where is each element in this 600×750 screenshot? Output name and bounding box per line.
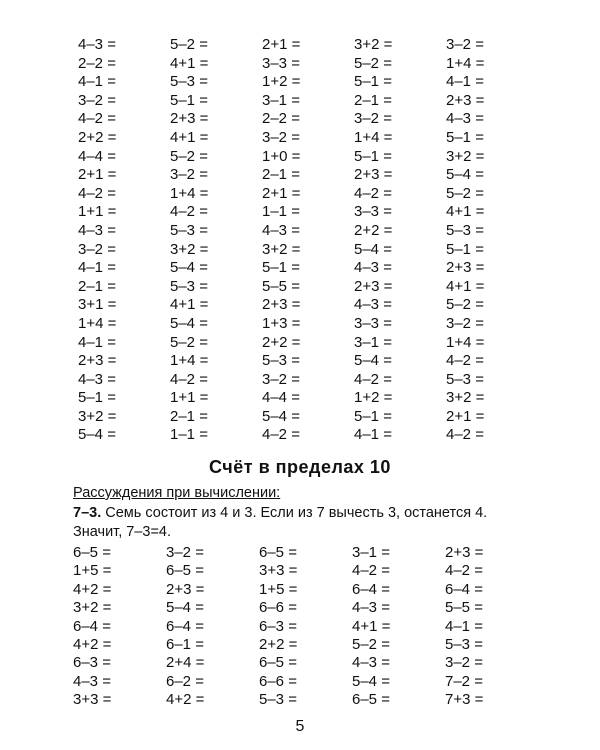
exercise-item: 3–2 = (446, 36, 484, 53)
exercise-item: 5–1 = (446, 240, 484, 258)
exercise-item: 4–1 = (78, 73, 116, 91)
exercise-item: 6–4 = (73, 617, 111, 635)
exercise-item: 4–2 = (170, 370, 208, 388)
exercise-item: 5–4 = (170, 314, 208, 332)
exercise-item: 3–2 = (166, 544, 204, 561)
exercise-item: 4+1 = (352, 617, 391, 635)
exercise-item: 2–2 = (78, 54, 116, 72)
exercise-item: 6–5 = (259, 544, 297, 561)
exercise-item: 4+1 = (446, 277, 485, 295)
exercise-item: 5–4 = (446, 166, 484, 184)
exercise-item: 1+2 = (354, 389, 393, 407)
exercise-item: 5–4 = (166, 599, 204, 617)
exercise-item: 2+1 = (262, 184, 301, 202)
exercise-item: 5–2 = (170, 333, 208, 351)
exercise-item: 7+3 = (445, 691, 484, 709)
exercise-item: 3–2 = (446, 314, 484, 332)
exercise-item: 5–2 = (352, 635, 390, 653)
exercise-item: 2+4 = (166, 654, 205, 672)
exercise-item: 6–6 = (259, 672, 297, 690)
exercise-item: 5–3 = (262, 352, 300, 370)
exercise-item: 4–3 = (262, 221, 300, 239)
exercise-item: 3+2 = (446, 147, 485, 165)
exercise-item: 1+4 = (170, 184, 209, 202)
exercise-item: 6–4 = (352, 580, 390, 598)
exercise-item: 6–5 = (352, 691, 390, 709)
subtitle: Рассуждения при вычислении: (73, 485, 281, 501)
exercise-item: 4–2 = (170, 203, 208, 221)
exercise-item: 2+3 = (166, 580, 205, 598)
exercise-item: 2+1 = (446, 407, 485, 425)
exercise-item: 2+2 = (354, 221, 393, 239)
exercise-item: 1+0 = (262, 147, 301, 165)
exercise-item: 3+2 = (446, 389, 485, 407)
section-title: Счёт в пределах 10 (209, 457, 391, 477)
exercise-item: 7–2 = (445, 672, 483, 690)
exercise-item: 5–2 = (170, 36, 208, 53)
exercise-item: 5–1 = (170, 91, 208, 109)
exercise-item: 3–2 = (78, 240, 116, 258)
exercise-item: 4–1 = (446, 73, 484, 91)
exercise-item: 1–1 = (262, 203, 300, 221)
exercise-item: 6–1 = (166, 635, 204, 653)
exercise-item: 2+3 = (354, 166, 393, 184)
exercise-item: 6–5 = (259, 654, 297, 672)
exercise-item: 1–1 = (170, 426, 208, 444)
top-exercise-grid (78, 36, 548, 445)
exercise-item: 4+2 = (73, 580, 112, 598)
exercise-item: 5–3 = (259, 691, 297, 709)
exercise-item: 3+2 = (354, 36, 393, 53)
exercise-item: 6–5 = (166, 562, 204, 580)
exercise-item: 4–3 = (354, 296, 392, 314)
exercise-item: 4–3 = (352, 654, 390, 672)
exercise-item: 5–2 = (446, 296, 484, 314)
exercise-item: 4–3 = (78, 36, 116, 53)
exercise-item: 5–3 = (170, 73, 208, 91)
exercise-item: 4–4 = (78, 147, 116, 165)
exercise-item: 4–3 = (73, 672, 111, 690)
page-number: 5 (295, 718, 305, 735)
exercise-item: 5–2 = (446, 184, 484, 202)
exercise-item: 5–3 = (445, 635, 483, 653)
exercise-item: 6–2 = (166, 672, 204, 690)
exercise-item: 6–6 = (259, 599, 297, 617)
exercise-item: 1+1 = (170, 389, 209, 407)
exercise-item: 3–3 = (354, 314, 392, 332)
exercise-item: 5–1 = (354, 407, 392, 425)
exercise-item: 3–2 = (354, 110, 392, 128)
exercise-item: 1+5 = (73, 562, 112, 580)
exercise-item: 5–4 = (170, 259, 208, 277)
exercise-item: 4–2 = (78, 184, 116, 202)
exercise-item: 4–1 = (445, 617, 483, 635)
exercise-item: 4–2 = (445, 562, 483, 580)
exercise-item: 4+1 = (446, 203, 485, 221)
exercise-item: 6–4 = (166, 617, 204, 635)
exercise-item: 6–3 = (259, 617, 297, 635)
exercise-item: 4+2 = (73, 635, 112, 653)
exercise-item: 2–1 = (78, 277, 116, 295)
exercise-item: 5–4 = (78, 426, 116, 444)
exercise-item: 4+1 = (170, 128, 209, 146)
bottom-exercise-grid (73, 544, 543, 710)
exercise-item: 2+3 = (354, 277, 393, 295)
exercise-item: 5–3 = (446, 370, 484, 388)
reasoning-example (73, 504, 533, 542)
exercise-item: 4–2 = (352, 562, 390, 580)
exercise-item: 2+2 = (78, 128, 117, 146)
exercise-item: 1+4 = (170, 352, 209, 370)
exercise-item: 2–1 = (262, 166, 300, 184)
exercise-item: 3+2 = (78, 407, 117, 425)
exercise-item: 2–1 = (170, 407, 208, 425)
exercise-item: 4–3 = (78, 370, 116, 388)
exercise-item: 4–2 = (262, 426, 300, 444)
exercise-item: 3–2 = (262, 128, 300, 146)
exercise-item: 3+1 = (78, 296, 117, 314)
exercise-item: 5–4 = (262, 407, 300, 425)
exercise-item: 2+1 = (78, 166, 117, 184)
exercise-item: 2–2 = (262, 110, 300, 128)
exercise-item: 5–5 = (262, 277, 300, 295)
exercise-item: 1+4 = (446, 54, 485, 72)
exercise-item: 2+2 = (259, 635, 298, 653)
exercise-item: 3+2 = (262, 240, 301, 258)
exercise-item: 3–1 = (352, 544, 390, 561)
exercise-item: 4–2 = (78, 110, 116, 128)
exercise-item: 3–3 = (262, 54, 300, 72)
exercise-item: 3+2 = (73, 599, 112, 617)
exercise-item: 2+3 = (446, 91, 485, 109)
exercise-item: 5–1 = (262, 259, 300, 277)
exercise-item: 4+2 = (166, 691, 205, 709)
exercise-item: 1+2 = (262, 73, 301, 91)
exercise-item: 2+3 = (262, 296, 301, 314)
exercise-item: 5–3 = (170, 221, 208, 239)
exercise-item: 3–3 = (354, 203, 392, 221)
exercise-item: 3–2 = (262, 370, 300, 388)
exercise-item: 4–1 = (354, 426, 392, 444)
exercise-item: 4–4 = (262, 389, 300, 407)
exercise-item: 5–4 = (354, 352, 392, 370)
exercise-item: 1+3 = (262, 314, 301, 332)
exercise-item: 5–2 = (170, 147, 208, 165)
exercise-item: 6–5 = (73, 544, 111, 561)
exercise-item: 1+4 = (446, 333, 485, 351)
exercise-item: 4–2 = (446, 352, 484, 370)
exercise-item: 1+5 = (259, 580, 298, 598)
exercise-item: 4–1 = (78, 259, 116, 277)
exercise-item: 4–3 = (354, 259, 392, 277)
exercise-item: 5–1 = (354, 73, 392, 91)
exercise-item: 4–2 = (354, 184, 392, 202)
exercise-item: 2+3 = (170, 110, 209, 128)
exercise-item: 1+4 = (354, 128, 393, 146)
exercise-item: 4–3 = (78, 221, 116, 239)
exercise-item: 4–3 = (446, 110, 484, 128)
reasoning-example-label: 7–3. (73, 505, 102, 521)
exercise-item: 2–1 = (354, 91, 392, 109)
exercise-item: 5–3 = (446, 221, 484, 239)
exercise-item: 5–3 = (170, 277, 208, 295)
exercise-item: 3–1 = (262, 91, 300, 109)
exercise-item: 4–1 = (78, 333, 116, 351)
exercise-item: 4+1 = (170, 54, 209, 72)
exercise-item: 4+1 = (170, 296, 209, 314)
exercise-item: 4–3 = (352, 599, 390, 617)
exercise-item: 1+4 = (78, 314, 117, 332)
exercise-item: 6–3 = (73, 654, 111, 672)
exercise-item: 3+3 = (259, 562, 298, 580)
reasoning-example-text: Семь состоит из 4 и 3. Если из 7 вычесть 3, останется 4. Значит, 7–3=4. (73, 505, 488, 540)
exercise-item: 5–4 = (354, 240, 392, 258)
exercise-item: 2+1 = (262, 36, 301, 53)
exercise-item: 3+2 = (170, 240, 209, 258)
exercise-item: 2+3 = (78, 352, 117, 370)
exercise-item: 3–2 = (170, 166, 208, 184)
exercise-item: 5–5 = (445, 599, 483, 617)
exercise-item: 2+2 = (262, 333, 301, 351)
exercise-item: 3–2 = (78, 91, 116, 109)
exercise-item: 5–1 = (354, 147, 392, 165)
exercise-item: 2+3 = (446, 259, 485, 277)
exercise-item: 3–1 = (354, 333, 392, 351)
exercise-item: 3+3 = (73, 691, 112, 709)
exercise-item: 5–2 = (354, 54, 392, 72)
exercise-item: 1+1 = (78, 203, 117, 221)
exercise-item: 5–4 = (352, 672, 390, 690)
exercise-item: 2+3 = (445, 544, 484, 561)
exercise-item: 3–2 = (445, 654, 483, 672)
exercise-item: 4–2 = (446, 426, 484, 444)
exercise-item: 5–1 = (446, 128, 484, 146)
exercise-item: 6–4 = (445, 580, 483, 598)
exercise-item: 4–2 = (354, 370, 392, 388)
exercise-item: 5–1 = (78, 389, 116, 407)
